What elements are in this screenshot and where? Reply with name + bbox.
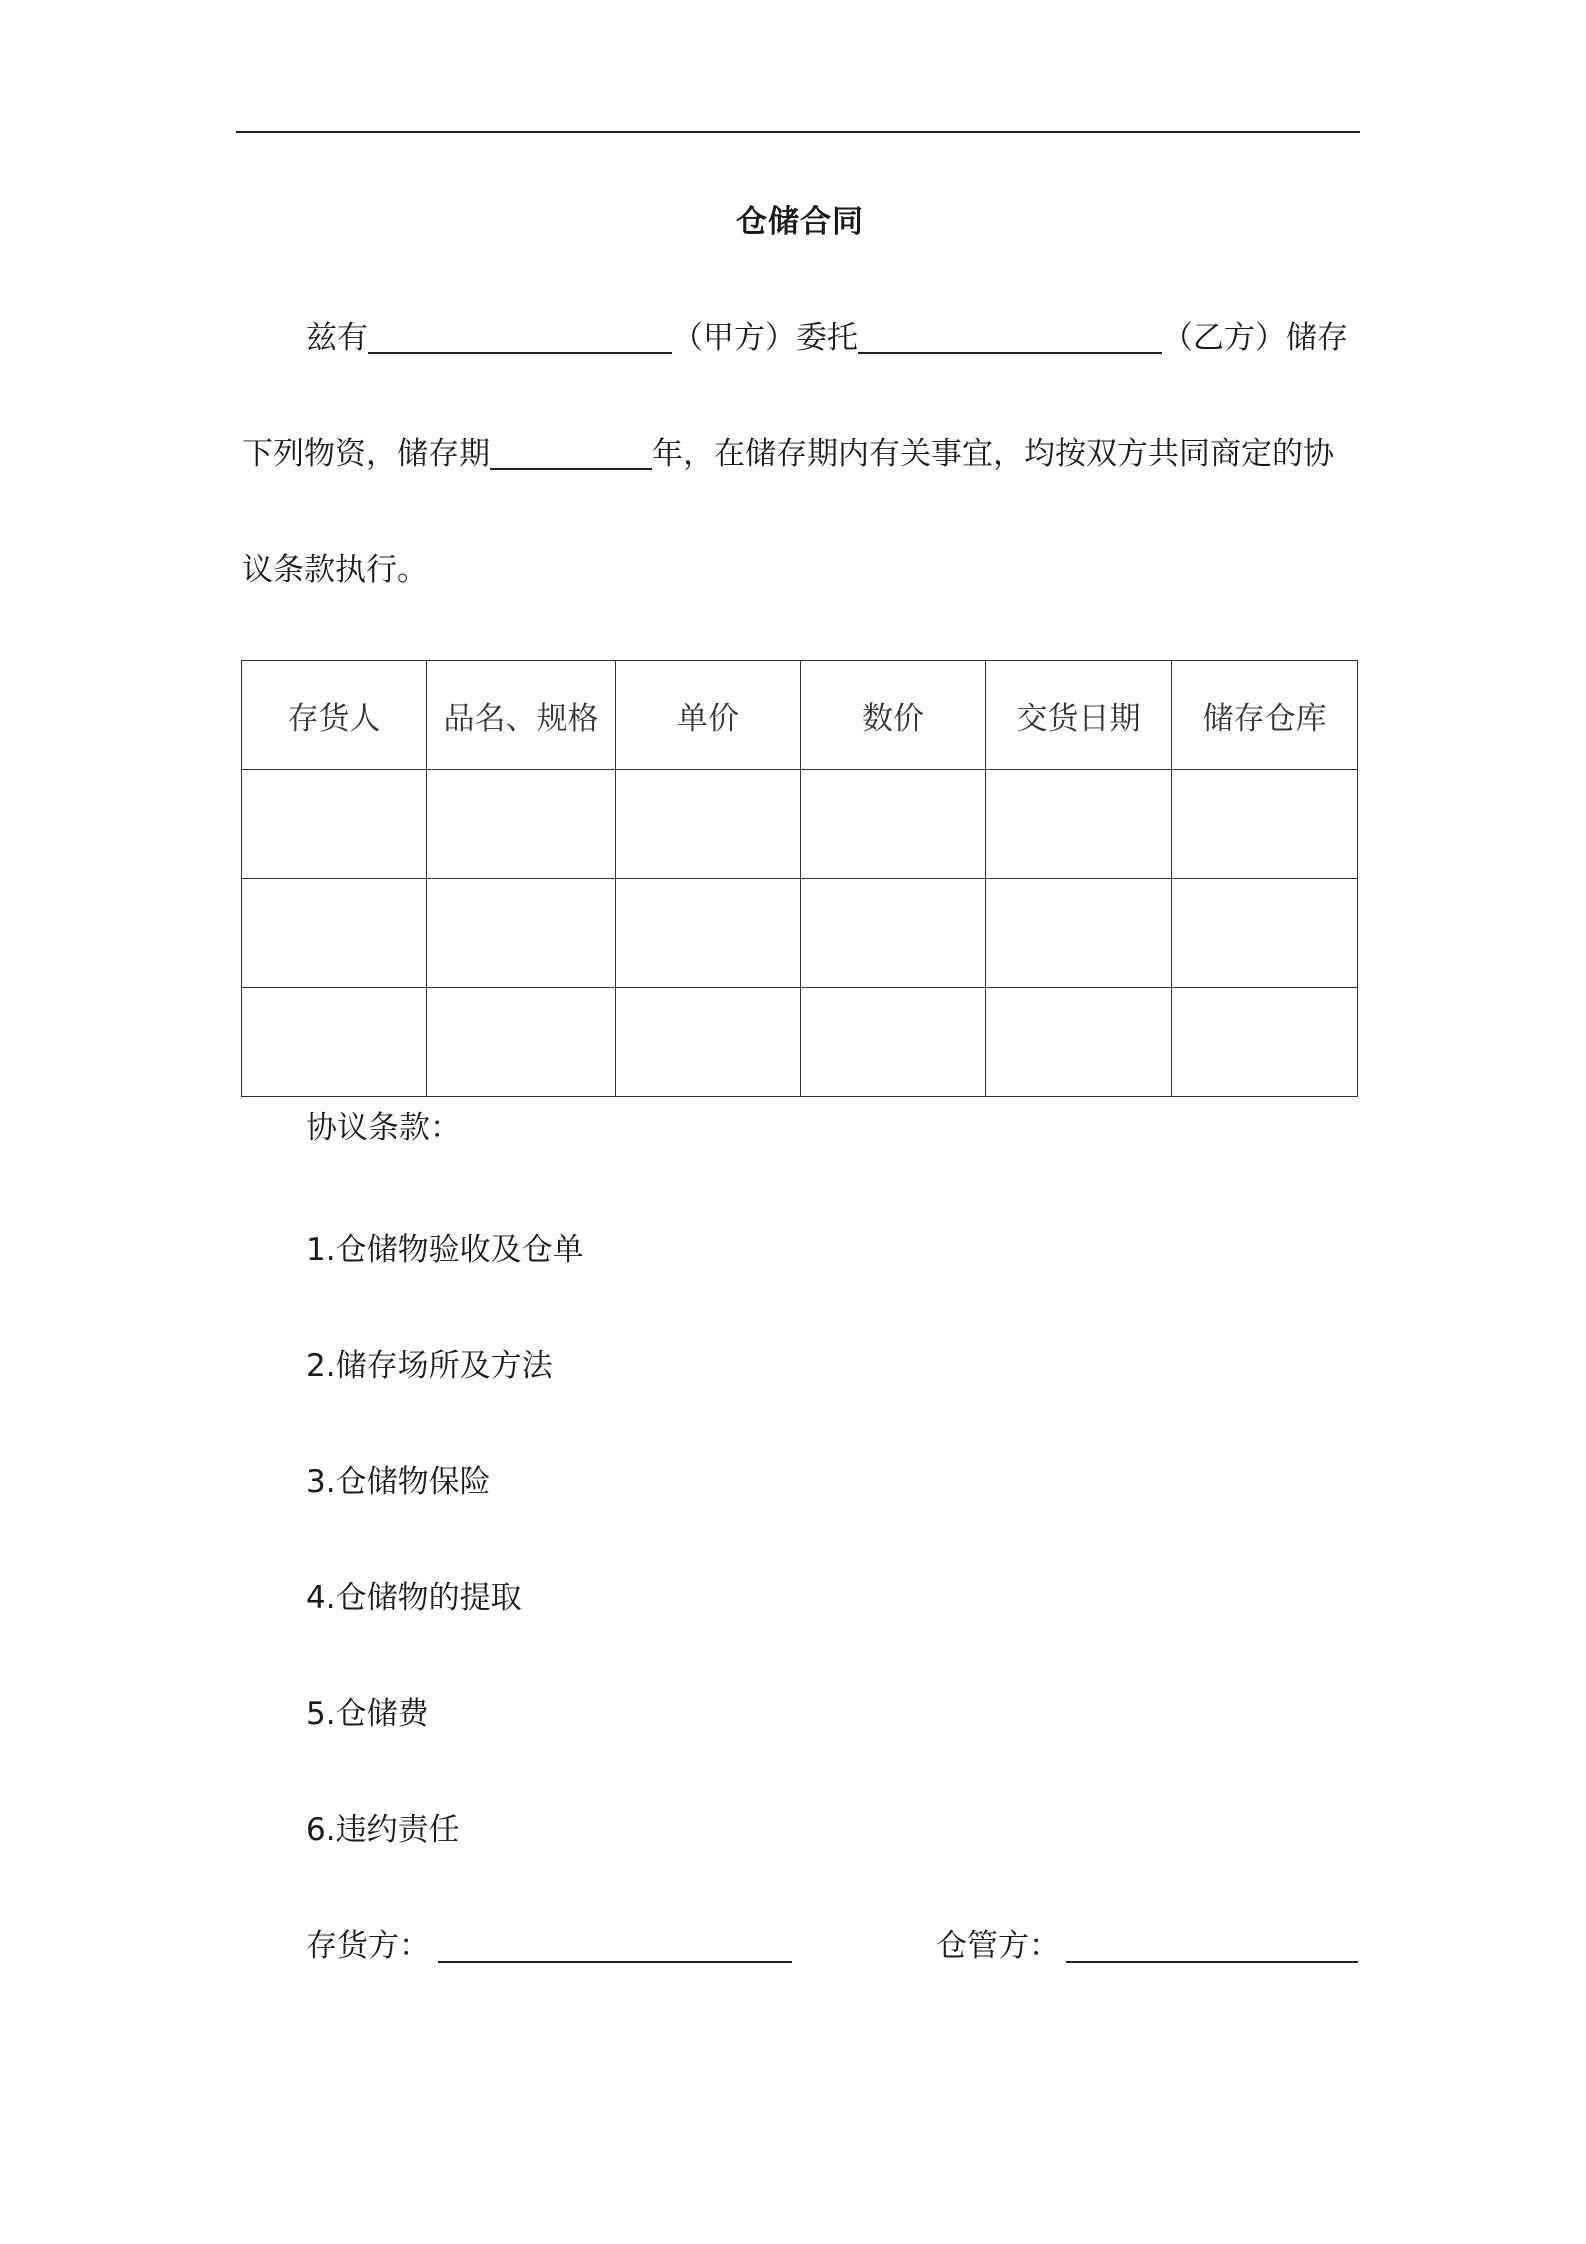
table-cell[interactable] <box>616 879 801 988</box>
intro-text: 议条款执行。 <box>242 552 428 588</box>
table-cell[interactable] <box>427 988 616 1097</box>
table-cell[interactable] <box>616 988 801 1097</box>
table-cell[interactable] <box>1172 879 1358 988</box>
intro-text: 下列物资，储存期 <box>242 436 490 472</box>
intro-text: 兹有 <box>306 320 368 356</box>
column-header-unit-price: 单价 <box>616 661 801 770</box>
table-cell[interactable] <box>242 770 427 879</box>
warehouse-signature-blank[interactable] <box>1066 1961 1358 1963</box>
clause-item: 5.仓储费 <box>306 1696 429 1732</box>
clause-item: 3.仓储物保险 <box>306 1464 491 1500</box>
column-header-delivery-date: 交货日期 <box>986 661 1172 770</box>
table-cell[interactable] <box>427 879 616 988</box>
intro-line-1 <box>306 312 1348 357</box>
clause-item: 1.仓储物验收及仓单 <box>306 1232 584 1268</box>
header-rule <box>236 131 1360 133</box>
column-header-quantity-price: 数价 <box>801 661 986 770</box>
party-b-blank[interactable] <box>858 322 1162 354</box>
table-cell[interactable] <box>801 988 986 1097</box>
party-a-blank[interactable] <box>368 322 672 354</box>
clause-item: 4.仓储物的提取 <box>306 1580 522 1616</box>
table-cell[interactable] <box>986 770 1172 879</box>
intro-text: 年，在储存期内有关事宜，均按双方共同商定的协 <box>652 436 1334 472</box>
table-row <box>242 988 1358 1097</box>
clause-item: 2.储存场所及方法 <box>306 1348 553 1384</box>
intro-text: （甲方）委托 <box>672 320 858 356</box>
table-cell[interactable] <box>616 770 801 879</box>
table-cell[interactable] <box>1172 770 1358 879</box>
table-cell[interactable] <box>427 770 616 879</box>
table-row <box>242 770 1358 879</box>
table-cell[interactable] <box>986 879 1172 988</box>
table-header-row <box>242 661 1358 770</box>
document-title: 仓储合同 <box>736 204 864 240</box>
column-header-depositor: 存货人 <box>242 661 427 770</box>
table-cell[interactable] <box>1172 988 1358 1097</box>
table-cell[interactable] <box>801 770 986 879</box>
column-header-name-spec: 品名、规格 <box>427 661 616 770</box>
table-row <box>242 879 1358 988</box>
intro-line-3 <box>242 544 428 589</box>
table-cell[interactable] <box>242 988 427 1097</box>
storage-period-blank[interactable] <box>490 438 652 470</box>
warehouse-signature-label: 仓管方： <box>936 1928 1060 1964</box>
depositor-signature-blank[interactable] <box>438 1961 792 1963</box>
table-cell[interactable] <box>242 879 427 988</box>
clause-item: 6.违约责任 <box>306 1812 460 1848</box>
table-cell[interactable] <box>986 988 1172 1097</box>
intro-text: （乙方）储存 <box>1162 320 1348 356</box>
depositor-signature-label: 存货方： <box>306 1928 430 1964</box>
table-cell[interactable] <box>801 879 986 988</box>
column-header-warehouse: 储存仓库 <box>1172 661 1358 770</box>
clauses-heading: 协议条款： <box>306 1110 461 1146</box>
goods-table <box>241 660 1358 1097</box>
intro-line-2 <box>242 428 1334 473</box>
